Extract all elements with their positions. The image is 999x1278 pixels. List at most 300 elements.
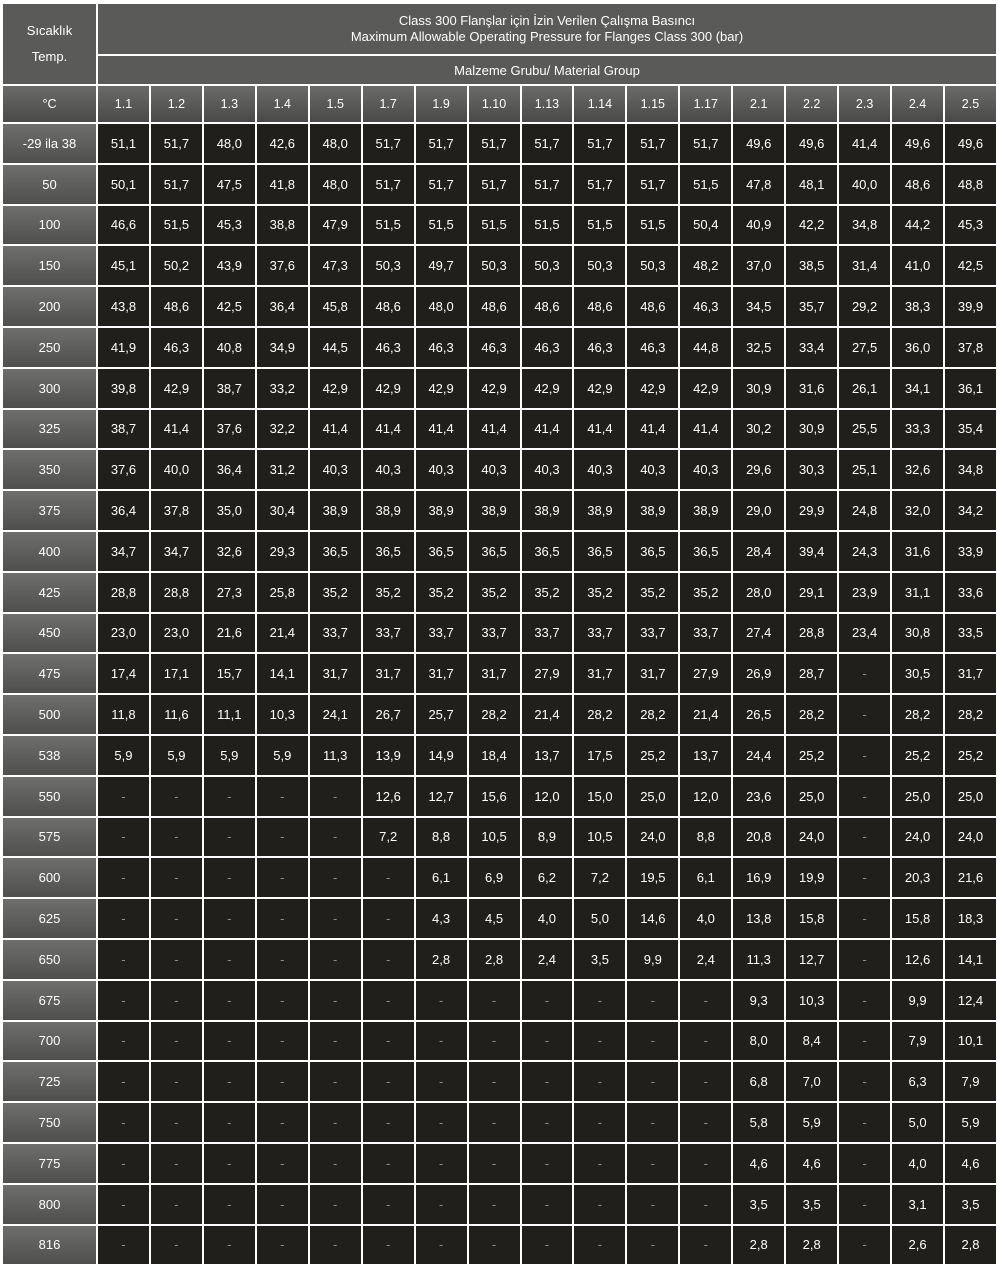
pressure-value-cell: 27,9 [522, 654, 573, 693]
pressure-value-cell: 34,9 [257, 328, 308, 367]
pressure-value-cell: 35,2 [416, 573, 467, 612]
pressure-value-cell: 5,9 [151, 736, 202, 775]
pressure-value-cell: 6,1 [416, 858, 467, 897]
pressure-value-cell: 46,3 [416, 328, 467, 367]
pressure-value-cell: - [98, 1185, 149, 1224]
pressure-value-cell: 4,0 [522, 899, 573, 938]
table-row [3, 1103, 996, 1142]
pressure-value-cell: 21,4 [680, 695, 731, 734]
pressure-value-cell: - [839, 1144, 890, 1183]
pressure-value-cell: 11,6 [151, 695, 202, 734]
pressure-value-cell: 2,8 [945, 1226, 996, 1265]
pressure-value-cell: - [151, 1226, 202, 1265]
table-row [3, 369, 996, 408]
pressure-value-cell: - [627, 1022, 678, 1061]
pressure-value-cell: - [310, 981, 361, 1020]
pressure-value-cell: 50,1 [98, 165, 149, 204]
pressure-value-cell: 40,3 [416, 450, 467, 489]
material-group-header: 1.15 [627, 86, 678, 122]
pressure-value-cell: 20,8 [733, 818, 784, 857]
material-group-header: 2.3 [839, 86, 890, 122]
pressure-value-cell: - [680, 1185, 731, 1224]
pressure-value-cell: 46,3 [151, 328, 202, 367]
pressure-value-cell: 31,6 [786, 369, 837, 408]
pressure-value-cell: 6,9 [469, 858, 520, 897]
pressure-value-cell: 42,2 [786, 206, 837, 245]
pressure-value-cell: 42,9 [416, 369, 467, 408]
pressure-value-cell: 33,7 [574, 614, 625, 653]
pressure-value-cell: 33,5 [945, 614, 996, 653]
pressure-value-cell: 42,9 [522, 369, 573, 408]
pressure-value-cell: 28,7 [786, 654, 837, 693]
pressure-value-cell: 30,2 [733, 410, 784, 449]
table-row [3, 614, 996, 653]
pressure-value-cell: - [839, 1022, 890, 1061]
table-row [3, 287, 996, 326]
pressure-value-cell: 51,7 [151, 124, 202, 163]
pressure-value-cell: - [98, 777, 149, 816]
pressure-value-cell: 24,8 [839, 491, 890, 530]
pressure-value-cell: - [98, 1144, 149, 1183]
pressure-value-cell: 51,7 [469, 124, 520, 163]
pressure-value-cell: 31,1 [892, 573, 943, 612]
pressure-value-cell: - [151, 981, 202, 1020]
pressure-value-cell: 47,8 [733, 165, 784, 204]
pressure-value-cell: 43,8 [98, 287, 149, 326]
pressure-value-cell: - [522, 981, 573, 1020]
pressure-value-cell: 5,9 [945, 1103, 996, 1142]
pressure-value-cell: - [469, 981, 520, 1020]
temperature-cell: 800 [3, 1185, 96, 1224]
pressure-value-cell: - [204, 981, 255, 1020]
pressure-value-cell: 41,4 [310, 410, 361, 449]
pressure-value-cell: 26,9 [733, 654, 784, 693]
pressure-value-cell: 4,3 [416, 899, 467, 938]
pressure-value-cell: 28,0 [733, 573, 784, 612]
pressure-value-cell: 18,3 [945, 899, 996, 938]
pressure-value-cell: 31,7 [363, 654, 414, 693]
pressure-value-cell: 49,6 [786, 124, 837, 163]
pressure-value-cell: 41,4 [522, 410, 573, 449]
pressure-value-cell: - [204, 777, 255, 816]
pressure-value-cell: 42,9 [680, 369, 731, 408]
pressure-value-cell: 8,0 [733, 1022, 784, 1061]
pressure-value-cell: 9,3 [733, 981, 784, 1020]
material-group-header: 2.5 [945, 86, 996, 122]
pressure-value-cell: 51,7 [574, 165, 625, 204]
pressure-value-cell: - [522, 1144, 573, 1183]
pressure-value-cell: 15,0 [574, 777, 625, 816]
pressure-value-cell: 28,8 [98, 573, 149, 612]
pressure-value-cell: 48,0 [310, 124, 361, 163]
pressure-value-cell: 51,5 [680, 165, 731, 204]
pressure-value-cell: 14,9 [416, 736, 467, 775]
pressure-value-cell: 50,3 [363, 246, 414, 285]
temperature-cell: 725 [3, 1062, 96, 1101]
pressure-value-cell: 41,4 [839, 124, 890, 163]
pressure-value-cell: - [310, 818, 361, 857]
pressure-value-cell: 31,7 [310, 654, 361, 693]
pressure-value-cell: 30,3 [786, 450, 837, 489]
pressure-value-cell: 36,5 [680, 532, 731, 571]
pressure-value-cell: 42,6 [257, 124, 308, 163]
pressure-value-cell: 47,5 [204, 165, 255, 204]
pressure-value-cell: - [363, 1103, 414, 1142]
pressure-value-cell: 28,4 [733, 532, 784, 571]
pressure-value-cell: 49,6 [733, 124, 784, 163]
pressure-value-cell: - [257, 899, 308, 938]
pressure-value-cell: 38,7 [98, 410, 149, 449]
pressure-value-cell: 48,6 [151, 287, 202, 326]
pressure-value-cell: 12,6 [363, 777, 414, 816]
pressure-value-cell: - [574, 1185, 625, 1224]
table-row [3, 573, 996, 612]
pressure-value-cell: 38,3 [892, 287, 943, 326]
pressure-value-cell: 30,5 [892, 654, 943, 693]
pressure-value-cell: 42,9 [310, 369, 361, 408]
pressure-value-cell: - [257, 1062, 308, 1101]
table-row [3, 695, 996, 734]
pressure-value-cell: 11,3 [310, 736, 361, 775]
pressure-value-cell: 51,7 [416, 124, 467, 163]
pressure-value-cell: - [204, 1022, 255, 1061]
pressure-value-cell: 4,5 [469, 899, 520, 938]
pressure-value-cell: - [151, 1103, 202, 1142]
pressure-value-cell: 25,5 [839, 410, 890, 449]
pressure-value-cell: 7,2 [363, 818, 414, 857]
pressure-value-cell: - [310, 1103, 361, 1142]
pressure-value-cell: 40,3 [363, 450, 414, 489]
pressure-value-cell: 16,9 [733, 858, 784, 897]
pressure-value-cell: 25,0 [627, 777, 678, 816]
pressure-value-cell: - [416, 1185, 467, 1224]
pressure-value-cell: - [310, 1062, 361, 1101]
pressure-value-cell: 46,3 [363, 328, 414, 367]
pressure-value-cell: - [416, 1062, 467, 1101]
pressure-value-cell: 4,0 [680, 899, 731, 938]
pressure-value-cell: 26,7 [363, 695, 414, 734]
pressure-value-cell: - [416, 1022, 467, 1061]
pressure-value-cell: 47,9 [310, 206, 361, 245]
pressure-value-cell: 29,2 [839, 287, 890, 326]
pressure-value-cell: 42,5 [204, 287, 255, 326]
pressure-value-cell: 2,8 [469, 940, 520, 979]
temperature-cell: 400 [3, 532, 96, 571]
temperature-cell: 675 [3, 981, 96, 1020]
material-group-header: 2.2 [786, 86, 837, 122]
table-row [3, 328, 996, 367]
pressure-value-cell: 38,9 [627, 491, 678, 530]
pressure-value-cell: - [98, 1062, 149, 1101]
pressure-value-cell: 27,3 [204, 573, 255, 612]
material-group-header: 1.9 [416, 86, 467, 122]
pressure-value-cell: 30,9 [733, 369, 784, 408]
temperature-cell: 325 [3, 410, 96, 449]
pressure-value-cell: 12,6 [892, 940, 943, 979]
pressure-value-cell: 32,0 [892, 491, 943, 530]
table-row [3, 981, 996, 1020]
pressure-value-cell: 28,8 [151, 573, 202, 612]
material-group-header: 1.13 [522, 86, 573, 122]
pressure-value-cell: 15,7 [204, 654, 255, 693]
pressure-value-cell: - [363, 981, 414, 1020]
table-row [3, 165, 996, 204]
unit-label: °C [3, 86, 96, 122]
pressure-value-cell: 40,3 [310, 450, 361, 489]
pressure-value-cell: 32,6 [892, 450, 943, 489]
pressure-value-cell: - [151, 818, 202, 857]
pressure-value-cell: 42,5 [945, 246, 996, 285]
pressure-value-cell: 4,6 [786, 1144, 837, 1183]
pressure-value-cell: 3,5 [786, 1185, 837, 1224]
pressure-value-cell: 35,2 [680, 573, 731, 612]
pressure-value-cell: - [98, 1226, 149, 1265]
pressure-value-cell: 17,4 [98, 654, 149, 693]
pressure-value-cell: 34,8 [945, 450, 996, 489]
material-group-header: 2.1 [733, 86, 784, 122]
pressure-value-cell: 35,2 [469, 573, 520, 612]
temperature-cell: 375 [3, 491, 96, 530]
pressure-value-cell: 12,4 [945, 981, 996, 1020]
pressure-value-cell: - [98, 899, 149, 938]
pressure-value-cell: 35,2 [574, 573, 625, 612]
pressure-value-cell: 48,2 [680, 246, 731, 285]
pressure-value-cell: 40,3 [627, 450, 678, 489]
pressure-value-cell: 48,6 [892, 165, 943, 204]
pressure-value-cell: 30,4 [257, 491, 308, 530]
pressure-value-cell: 36,5 [310, 532, 361, 571]
temperature-cell: 200 [3, 287, 96, 326]
pressure-value-cell: - [839, 1185, 890, 1224]
pressure-value-cell: 41,9 [98, 328, 149, 367]
pressure-value-cell: - [363, 1022, 414, 1061]
table-row [3, 940, 996, 979]
pressure-value-cell: 41,4 [151, 410, 202, 449]
pressure-value-cell: - [204, 1144, 255, 1183]
table-title-tr: Class 300 Flanşlar için İzin Verilen Çalışma Basıncı [398, 13, 696, 28]
pressure-value-cell: 42,9 [627, 369, 678, 408]
temperature-cell: 600 [3, 858, 96, 897]
pressure-value-cell: - [363, 940, 414, 979]
pressure-value-cell: 48,6 [574, 287, 625, 326]
pressure-value-cell: - [627, 1144, 678, 1183]
pressure-value-cell: 46,6 [98, 206, 149, 245]
pressure-value-cell: - [151, 1022, 202, 1061]
pressure-value-cell: 12,7 [786, 940, 837, 979]
pressure-value-cell: 41,4 [627, 410, 678, 449]
pressure-value-cell: 40,3 [522, 450, 573, 489]
pressure-value-cell: - [98, 981, 149, 1020]
pressure-value-cell: - [204, 940, 255, 979]
pressure-value-cell: 28,2 [469, 695, 520, 734]
pressure-value-cell: - [310, 777, 361, 816]
pressure-value-cell: 10,5 [574, 818, 625, 857]
pressure-value-cell: - [204, 818, 255, 857]
pressure-value-cell: 9,9 [892, 981, 943, 1020]
pressure-value-cell: 29,1 [786, 573, 837, 612]
pressure-value-cell: - [839, 654, 890, 693]
pressure-value-cell: 10,3 [257, 695, 308, 734]
material-group-header: 1.3 [204, 86, 255, 122]
pressure-value-cell: 36,4 [204, 450, 255, 489]
pressure-value-cell: - [416, 1144, 467, 1183]
pressure-value-cell: - [416, 1226, 467, 1265]
pressure-value-cell: 39,4 [786, 532, 837, 571]
pressure-value-cell: 6,2 [522, 858, 573, 897]
pressure-value-cell: - [522, 1185, 573, 1224]
pressure-value-cell: - [839, 818, 890, 857]
pressure-value-cell: 5,0 [892, 1103, 943, 1142]
pressure-value-cell: 48,6 [627, 287, 678, 326]
pressure-value-cell: 51,5 [627, 206, 678, 245]
pressure-value-cell: - [574, 981, 625, 1020]
pressure-value-cell: 46,3 [522, 328, 573, 367]
pressure-value-cell: 12,0 [680, 777, 731, 816]
pressure-value-cell: 7,0 [786, 1062, 837, 1101]
pressure-value-cell: - [310, 1226, 361, 1265]
pressure-value-cell: 51,7 [627, 165, 678, 204]
temperature-cell: 350 [3, 450, 96, 489]
pressure-value-cell: 11,8 [98, 695, 149, 734]
pressure-value-cell: 40,3 [680, 450, 731, 489]
pressure-value-cell: 24,0 [786, 818, 837, 857]
pressure-value-cell: 40,9 [733, 206, 784, 245]
pressure-value-cell: 33,7 [416, 614, 467, 653]
pressure-value-cell: - [363, 858, 414, 897]
pressure-value-cell: 40,3 [469, 450, 520, 489]
temperature-cell: 750 [3, 1103, 96, 1142]
pressure-value-cell: - [839, 777, 890, 816]
pressure-value-cell: 37,6 [204, 410, 255, 449]
pressure-value-cell: - [257, 1022, 308, 1061]
pressure-value-cell: 31,7 [627, 654, 678, 693]
pressure-value-cell: - [310, 899, 361, 938]
pressure-value-cell: - [469, 1185, 520, 1224]
pressure-value-cell: 32,6 [204, 532, 255, 571]
temperature-cell: 100 [3, 206, 96, 245]
pressure-value-cell: 40,0 [151, 450, 202, 489]
pressure-value-cell: 25,8 [257, 573, 308, 612]
pressure-value-cell: 32,2 [257, 410, 308, 449]
pressure-value-cell: - [522, 1062, 573, 1101]
pressure-value-cell: 28,2 [892, 695, 943, 734]
pressure-value-cell: 36,5 [627, 532, 678, 571]
pressure-value-cell: - [257, 940, 308, 979]
pressure-value-cell: 41,4 [469, 410, 520, 449]
pressure-value-cell: 38,9 [310, 491, 361, 530]
pressure-value-cell: - [151, 1062, 202, 1101]
pressure-value-cell: 45,8 [310, 287, 361, 326]
pressure-value-cell: 34,1 [892, 369, 943, 408]
pressure-value-cell: - [469, 1062, 520, 1101]
pressure-value-cell: 34,8 [839, 206, 890, 245]
pressure-value-cell: 8,8 [680, 818, 731, 857]
pressure-value-cell: 33,7 [310, 614, 361, 653]
pressure-value-cell: 36,4 [257, 287, 308, 326]
pressure-value-cell: 23,0 [98, 614, 149, 653]
pressure-value-cell: 50,3 [469, 246, 520, 285]
temperature-cell: 425 [3, 573, 96, 612]
pressure-value-cell: 51,5 [363, 206, 414, 245]
pressure-value-cell: 13,9 [363, 736, 414, 775]
pressure-value-cell: - [469, 1144, 520, 1183]
pressure-value-cell: 44,5 [310, 328, 361, 367]
pressure-value-cell: 51,5 [469, 206, 520, 245]
pressure-value-cell: 3,1 [892, 1185, 943, 1224]
pressure-value-cell: 41,4 [363, 410, 414, 449]
pressure-value-cell: - [627, 1103, 678, 1142]
pressure-value-cell: 19,9 [786, 858, 837, 897]
pressure-value-cell: 25,0 [945, 777, 996, 816]
pressure-value-cell: 23,4 [839, 614, 890, 653]
pressure-value-cell: 2,4 [680, 940, 731, 979]
pressure-value-cell: 11,3 [733, 940, 784, 979]
pressure-value-cell: 27,9 [680, 654, 731, 693]
pressure-value-cell: 48,6 [522, 287, 573, 326]
table-title [98, 4, 996, 54]
pressure-value-cell: 48,0 [416, 287, 467, 326]
pressure-value-cell: 32,5 [733, 328, 784, 367]
table-row [3, 777, 996, 816]
pressure-value-cell: - [416, 1103, 467, 1142]
pressure-value-cell: - [204, 1185, 255, 1224]
pressure-value-cell: 5,8 [733, 1103, 784, 1142]
pressure-value-cell: 36,5 [469, 532, 520, 571]
pressure-value-cell: 50,2 [151, 246, 202, 285]
pressure-value-cell: 15,8 [786, 899, 837, 938]
pressure-value-cell: - [204, 899, 255, 938]
pressure-value-cell: 36,5 [574, 532, 625, 571]
table-row [3, 1185, 996, 1224]
pressure-value-cell: 33,7 [522, 614, 573, 653]
pressure-value-cell: 7,2 [574, 858, 625, 897]
pressure-value-cell: 36,4 [98, 491, 149, 530]
pressure-value-cell: 37,6 [257, 246, 308, 285]
pressure-value-cell: 11,1 [204, 695, 255, 734]
pressure-value-cell: 49,7 [416, 246, 467, 285]
pressure-value-cell: 29,9 [786, 491, 837, 530]
pressure-value-cell: 31,7 [469, 654, 520, 693]
pressure-value-cell: 2,8 [416, 940, 467, 979]
pressure-value-cell: - [469, 1022, 520, 1061]
pressure-value-cell: 35,2 [363, 573, 414, 612]
table-row [3, 1022, 996, 1061]
pressure-value-cell: - [363, 1144, 414, 1183]
pressure-value-cell: 8,8 [416, 818, 467, 857]
pressure-value-cell: 25,0 [786, 777, 837, 816]
pressure-value-cell: 37,0 [733, 246, 784, 285]
pressure-value-cell: - [98, 940, 149, 979]
pressure-value-cell: 5,9 [204, 736, 255, 775]
table-row [3, 124, 996, 163]
pressure-value-cell: 51,5 [522, 206, 573, 245]
pressure-value-cell: 13,8 [733, 899, 784, 938]
pressure-value-cell: - [469, 1103, 520, 1142]
pressure-value-cell: - [204, 1226, 255, 1265]
pressure-value-cell: - [680, 1062, 731, 1101]
pressure-value-cell: 21,4 [257, 614, 308, 653]
pressure-value-cell: 3,5 [574, 940, 625, 979]
pressure-value-cell: 28,2 [945, 695, 996, 734]
material-group-header: 2.4 [892, 86, 943, 122]
pressure-value-cell: 41,4 [574, 410, 625, 449]
pressure-value-cell: 33,4 [786, 328, 837, 367]
pressure-value-cell: - [257, 1144, 308, 1183]
pressure-value-cell: - [680, 981, 731, 1020]
pressure-value-cell: - [627, 1185, 678, 1224]
table-row [3, 246, 996, 285]
pressure-value-cell: - [839, 695, 890, 734]
